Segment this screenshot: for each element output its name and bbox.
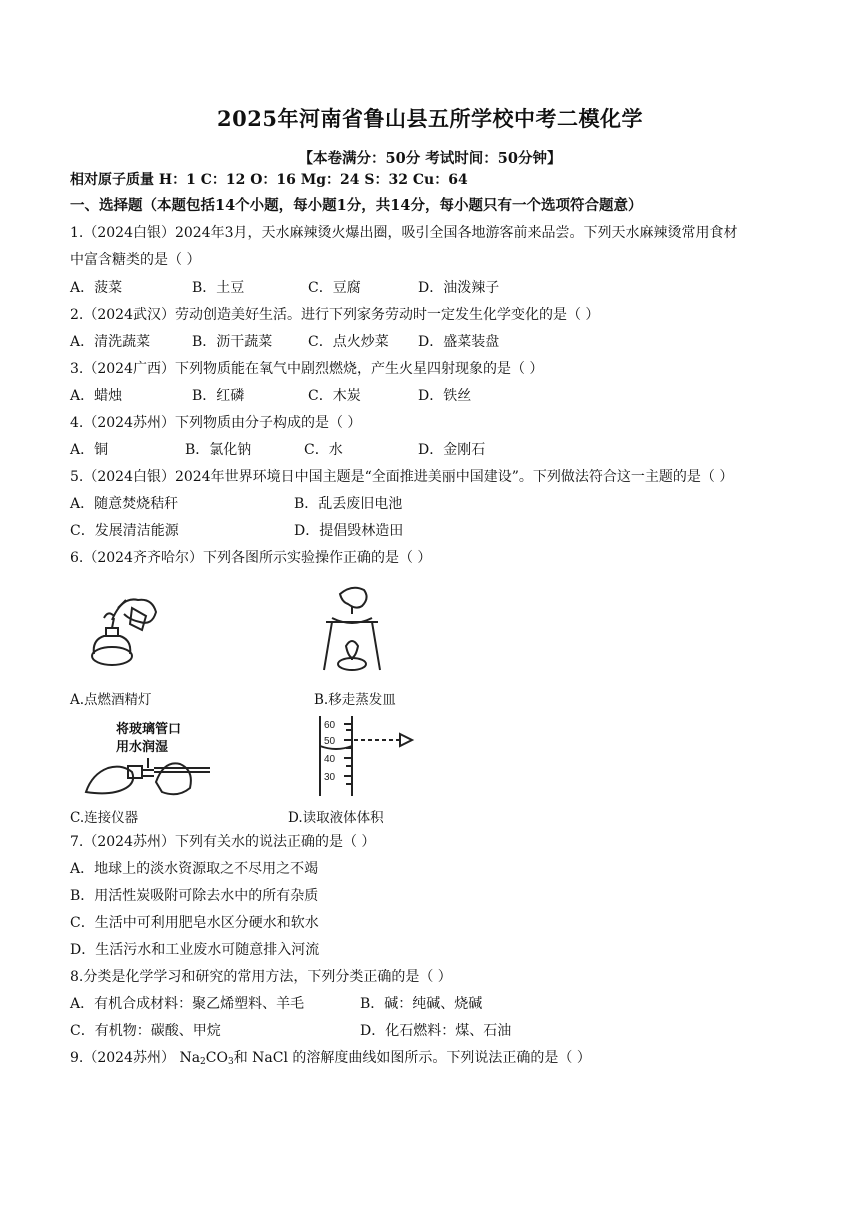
figure-b-caption: B.移走蒸发皿 bbox=[314, 692, 396, 708]
figure-c-label-1: 将玻璃管口 bbox=[116, 722, 182, 737]
question-3-stem: 3.（2024广西）下列物质能在氧气中剧烈燃烧，产生火星四射现象的是（ ） bbox=[70, 361, 544, 377]
figure-a-alcohol-lamp-icon bbox=[82, 590, 172, 676]
q3-option-c: C．木炭 bbox=[308, 388, 361, 404]
q4-option-c: C．水 bbox=[304, 442, 343, 458]
q7-option-b: B．用活性炭吸附可除去水中的所有杂质 bbox=[70, 888, 319, 904]
question-2-stem: 2.（2024武汉）劳动创造美好生活。进行下列家务劳动时一定发生化学变化的是（ ） bbox=[70, 307, 600, 323]
question-8-stem: 8.分类是化学学习和研究的常用方法，下列分类正确的是（ ） bbox=[70, 969, 452, 985]
question-9-stem bbox=[70, 1048, 591, 1072]
q1-option-b: B．土豆 bbox=[192, 280, 245, 296]
q3-option-d: D．铁丝 bbox=[418, 388, 472, 404]
scale-label-60: 60 bbox=[324, 720, 336, 731]
scale-label-50: 50 bbox=[324, 736, 336, 747]
q7-option-c: C．生活中可利用肥皂水区分硬水和软水 bbox=[70, 915, 319, 931]
q1-option-a: A．菠菜 bbox=[70, 280, 123, 296]
atomic-mass-line: 相对原子质量 H：1 C：12 O：16 Mg：24 S：32 Cu：64 bbox=[70, 172, 468, 188]
exam-info: 【本卷满分：50分 考试时间：50分钟】 bbox=[298, 150, 562, 167]
q3-option-b: B．红磷 bbox=[192, 388, 245, 404]
q1-option-c: C．豆腐 bbox=[308, 280, 361, 296]
q9-formula-sub1: 2 bbox=[200, 1057, 206, 1067]
q5-option-b: B．乱丢废旧电池 bbox=[294, 496, 403, 512]
figure-a-caption: A.点燃酒精灯 bbox=[70, 692, 152, 708]
q2-option-a: A．清洗蔬菜 bbox=[70, 334, 151, 350]
q9-stem-prefix: 9.（2024苏州） bbox=[70, 1050, 180, 1066]
q5-option-d: D．提倡毁林造田 bbox=[294, 523, 404, 539]
question-1-stem-1: 1.（2024白银）2024年3月，天水麻辣烫火爆出圈，吸引全国各地游客前来品尝。下列天水麻辣烫常用食材 bbox=[70, 225, 738, 241]
q9-stem-suffix: 和 NaCl 的溶解度曲线如图所示。下列说法正确的是（ ） bbox=[233, 1050, 591, 1066]
figure-d-graduated-cylinder-icon bbox=[312, 712, 424, 798]
q4-option-b: B．氯化钠 bbox=[185, 442, 252, 458]
q9-formula-na: Na bbox=[179, 1050, 201, 1066]
page-title: 2025年河南省鲁山县五所学校中考二模化学 bbox=[217, 106, 643, 131]
section-header: 一、选择题（本题包括14个小题，每小题1分，共14分，每小题只有一个选项符合题意） bbox=[70, 197, 643, 214]
q8-option-b: B．碱：纯碱、烧碱 bbox=[360, 996, 483, 1012]
q8-option-d: D．化石燃料：煤、石油 bbox=[360, 1023, 512, 1039]
q4-option-a: A．铜 bbox=[70, 442, 109, 458]
q8-option-c: C．有机物：碳酸、甲烷 bbox=[70, 1023, 221, 1039]
q4-option-d: D．金刚石 bbox=[418, 442, 486, 458]
question-4-stem: 4.（2024苏州）下列物质由分子构成的是（ ） bbox=[70, 415, 362, 431]
figure-d-caption: D.读取液体体积 bbox=[288, 810, 384, 826]
scale-label-30: 30 bbox=[324, 772, 336, 783]
q2-option-c: C．点火炒菜 bbox=[308, 334, 389, 350]
q2-option-b: B．沥干蔬菜 bbox=[192, 334, 273, 350]
q7-option-a: A．地球上的淡水资源取之不尽用之不竭 bbox=[70, 861, 319, 877]
q7-option-d: D．生活污水和工业废水可随意排入河流 bbox=[70, 942, 320, 958]
q2-option-d: D．盛菜装盘 bbox=[418, 334, 500, 350]
figure-b-evaporating-dish-icon bbox=[312, 584, 392, 676]
q5-option-a: A．随意焚烧秸秆 bbox=[70, 496, 179, 512]
q8-option-a: A．有机合成材料：聚乙烯塑料、羊毛 bbox=[70, 996, 305, 1012]
question-5-stem: 5.（2024白银）2024年世界环境日中国主题是“全面推进美丽中国建设”。下列做法符合这一主题的是（ ） bbox=[70, 469, 734, 485]
question-6-stem: 6.（2024齐齐哈尔）下列各图所示实验操作正确的是（ ） bbox=[70, 550, 432, 566]
figure-c-caption: C.连接仪器 bbox=[70, 810, 139, 826]
q9-formula-sub2: 3 bbox=[227, 1057, 234, 1067]
q5-option-c: C．发展清洁能源 bbox=[70, 523, 179, 539]
figure-c-label-2: 用水润湿 bbox=[116, 740, 169, 755]
scale-label-40: 40 bbox=[324, 754, 336, 765]
q1-option-d: D．油泼辣子 bbox=[418, 280, 500, 296]
q9-formula-co: CO bbox=[205, 1050, 228, 1066]
question-7-stem: 7.（2024苏州）下列有关水的说法正确的是（ ） bbox=[70, 834, 376, 850]
figure-c-connect-tube-icon bbox=[82, 752, 212, 798]
q3-option-a: A．蜡烛 bbox=[70, 388, 123, 404]
question-1-stem-2: 中富含糖类的是（ ） bbox=[70, 252, 201, 268]
